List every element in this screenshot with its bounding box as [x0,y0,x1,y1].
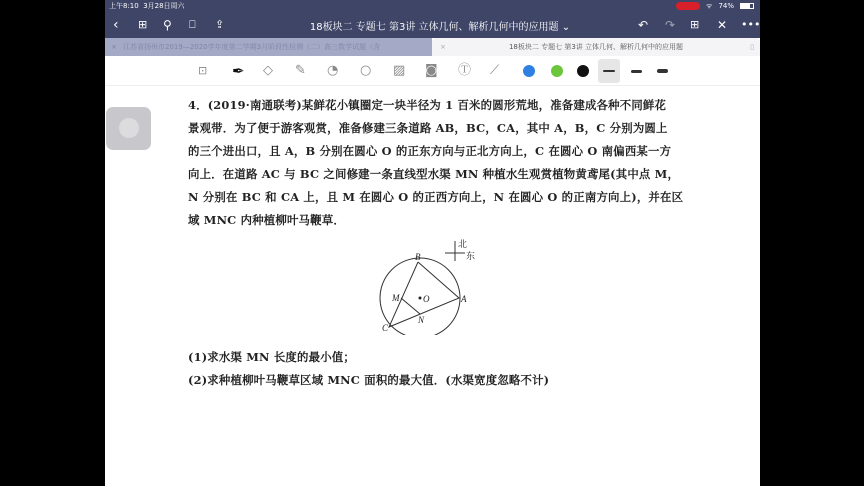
tab-label: 18板块二 专题七 第3讲 立体几何、解析几何中的应用题 [508,43,684,51]
document-title[interactable]: 18板块二 专题七 第3讲 立体几何、解析几何中的应用题 ⌄ [309,22,571,33]
problem-line: 的三个进出口，且 A，B 分别在圆心 O 的正东方向与正北方向上，C 在圆心 O 南偏西某一方 [188,144,672,158]
question-2: (2)求种植柳叶马鞭草区域 MNC 面积的最大值．(水渠宽度忽略不计) [188,373,550,387]
wifi-icon: ᯤ [706,2,713,10]
text-icon[interactable]: Ⓣ [458,63,472,78]
camera-icon[interactable]: ◙ [425,63,438,78]
image-icon[interactable]: ▨ [393,63,406,78]
problem-line: 域 MNC 内种植柳叶马鞭草． [188,213,345,227]
title-bar [105,12,760,38]
tab-bar [105,38,760,56]
tab-close-icon[interactable]: × [440,43,446,51]
redo-icon[interactable]: ↷ [665,18,676,32]
recording-icon[interactable] [676,2,700,10]
stroke-thick[interactable] [657,69,668,73]
back-icon[interactable]: ‹ [113,17,119,33]
search-icon[interactable]: ⚲ [163,18,172,32]
highlighter-icon[interactable]: ✎ [295,63,306,78]
share-icon[interactable]: ⇪ [215,18,225,31]
close-icon[interactable]: ✕ [717,18,728,32]
undo-icon[interactable]: ↶ [638,18,649,32]
status-time-date [109,0,185,12]
shapes-icon[interactable]: ◔ [327,63,339,78]
tab-label: 江苏省扬州市2019—2020学年度第二学期3月阶段性检测（二）高三数学试题（含 [123,43,381,51]
tab-close-icon[interactable]: × [111,43,117,51]
eraser-icon[interactable]: ◇ [263,63,273,78]
problem-line: 景观带．为了便于游客观赏，准备修建三条道路 AB，BC，CA，其中 A，B，C 分别为圆上 [188,121,668,135]
more-icon[interactable]: ••• [741,18,760,31]
split-view-icon[interactable]: ▯ [750,43,754,51]
question-1: (1)求水渠 MN 长度的最小值； [188,350,355,364]
status-bar [105,0,760,12]
problem-line: 向上．在道路 AC 与 BC 之间修建一条直线型水渠 MN 种植水生观赏植物黄鸢尾(其中点 M， [188,167,680,181]
time: 上午8:10 [109,2,139,10]
center-dot [419,297,422,300]
stroke-thin[interactable] [603,70,615,72]
date: 3月28日周六 [143,2,185,10]
pen-icon[interactable]: ✒ [232,62,245,80]
color-green[interactable] [551,65,563,77]
grid-icon[interactable]: ⊞ [138,18,148,31]
label-m: M [392,293,400,303]
label-b: B [415,252,421,262]
assistive-touch-button[interactable] [106,107,151,150]
north-label: 北 [458,239,468,249]
label-a: A [461,294,467,304]
circle-figure [360,235,500,335]
add-page-icon[interactable]: ⊞ [690,18,700,31]
stroke-medium[interactable] [631,70,642,73]
label-o: O [423,294,430,304]
tab-exam[interactable] [105,38,432,56]
tab-current[interactable] [432,38,760,56]
problem-line: 4．(2019·南通联考)某鲜花小镇圈定一块半径为 1 百米的圆形荒地，准备建成各种不同鲜花 [188,98,667,112]
drawing-toolbar [105,56,760,86]
color-black[interactable] [577,65,589,77]
label-c: C [382,323,389,333]
battery-icon [740,3,754,9]
east-label: 东 [466,251,476,261]
color-blue[interactable] [523,65,535,77]
label-n: N [418,315,425,325]
laser-pointer-icon[interactable]: ⟋ [490,63,500,78]
segment-mn [401,298,420,314]
reader-icon[interactable]: ⊡ [198,64,208,77]
ipad-screen [105,0,760,486]
battery-percent: 74% [718,2,734,10]
lasso-icon[interactable]: ○ [360,63,372,78]
problem-line: N 分别在 BC 和 CA 上，且 M 在圆心 O 的正西方向上，N 在圆心 O 的正南方向上)，并在区 [188,190,684,204]
bookmark-icon[interactable]: ⎕ [189,18,196,31]
